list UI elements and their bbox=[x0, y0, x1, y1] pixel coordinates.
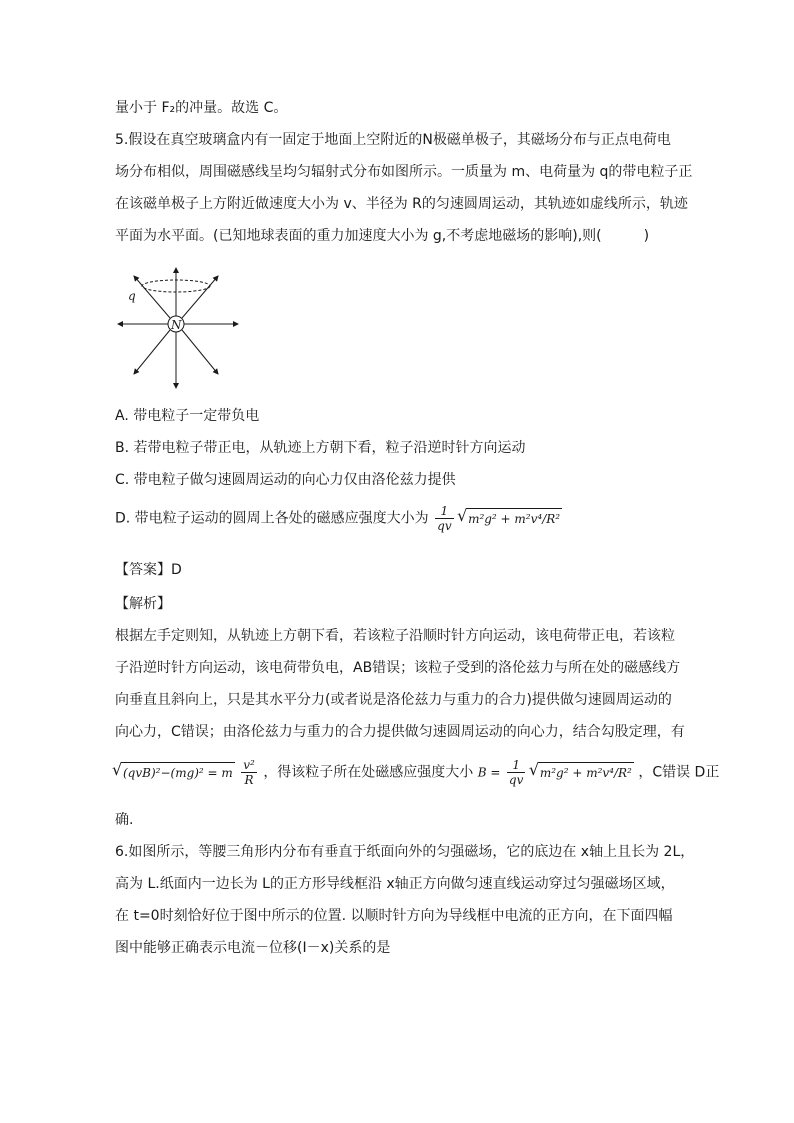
analysis-line-5-mid: ，得该粒子所在处磁感应强度大小 bbox=[263, 764, 474, 781]
line-prev-answer: 量小于 F₂的冲量。故选 C。 bbox=[115, 100, 288, 116]
analysis-line-1: 根据左手定则知，从轨迹上方朝下看，若该粒子沿顺时针方向运动，该电荷带正电，若该粒 bbox=[115, 628, 675, 644]
option-c: C. 带电粒子做匀速圆周运动的向心力仅由洛伦兹力提供 bbox=[115, 472, 456, 488]
analysis-label: 【解析】 bbox=[115, 596, 171, 612]
b-radical: √ m²g² + m²v⁴/R² bbox=[538, 762, 634, 783]
lhs-fraction-num: v² bbox=[243, 758, 255, 772]
question-6-line-4: 图中能够正确表示电流－位移(I－x)关系的是 bbox=[115, 940, 391, 956]
pole-label: N bbox=[171, 318, 182, 332]
option-d bbox=[115, 504, 562, 533]
monopole-diagram bbox=[112, 262, 242, 392]
b-equals: B = bbox=[477, 765, 501, 780]
option-a: A. 带电粒子一定带负电 bbox=[115, 408, 260, 424]
question-6-line-1: 6.如图所示，等腰三角形内分布有垂直于纸面向外的匀强磁场，它的底边在 x轴上且长为 2L， bbox=[115, 844, 695, 860]
monopole-figure bbox=[112, 262, 242, 392]
option-d-text: D. 带电粒子运动的圆周上各处的磁感应强度大小为 bbox=[115, 510, 429, 527]
field-line-upper-left bbox=[134, 276, 170, 318]
question-5-line-1: 5.假设在真空玻璃盒内有一固定于地面上空附近的N极磁单极子，其磁场分布与正点电荷电 bbox=[115, 132, 671, 148]
question-5-line-3: 在该磁单极子上方附近做速度大小为 v、半径为 R的匀速圆周运动，其轨迹如虚线所示，轨迹 bbox=[115, 196, 688, 212]
field-line-lower-right bbox=[182, 330, 218, 374]
option-d-radical: √ m²g² + m²v⁴/R² bbox=[466, 508, 562, 529]
question-5-line-4: 平面为水平面。(已知地球表面的重力加速度大小为 g,不考虑地磁场的影响),则( ) bbox=[115, 228, 650, 244]
lhs-fraction-den: R bbox=[244, 773, 254, 787]
question-6-line-2: 高为 L.纸面内一边长为 L的正方形导线框沿 x轴正方向做匀速直线运动穿过匀强磁场区域， bbox=[115, 876, 675, 892]
fraction-numerator: 1 bbox=[435, 504, 453, 519]
field-line-lower-left bbox=[134, 330, 170, 374]
b-fraction bbox=[507, 758, 525, 787]
analysis-line-6: 确. bbox=[115, 812, 134, 828]
b-fraction-den: qv bbox=[508, 773, 524, 787]
analysis-line-5-end: ，C错误 D正 bbox=[638, 764, 720, 781]
analysis-line-2: 子沿逆时针方向运动，该电荷带负电，AB错误；该粒子受到的洛伦兹力与所在处的磁感线方 bbox=[115, 660, 681, 676]
field-line-upper-right bbox=[182, 276, 218, 318]
charge-label: q bbox=[128, 289, 136, 303]
answer-label: 【答案】D bbox=[115, 562, 182, 578]
b-fraction-num: 1 bbox=[507, 758, 525, 773]
option-b: B. 若带电粒子带正电，从轨迹上方朝下看，粒子沿逆时针方向运动 bbox=[115, 440, 526, 456]
question-6-line-3: 在 t=0时刻恰好位于图中所示的位置. 以顺时针方向为导线框中电流的正方向，在下面四幅 bbox=[115, 908, 673, 924]
option-d-fraction bbox=[435, 504, 453, 533]
fraction-denominator: qv bbox=[437, 519, 452, 533]
question-5-line-2: 场分布相似，周围磁感线呈均匀辐射式分布如图所示。一质量为 m、电荷量为 q的带电粒子正 bbox=[115, 164, 693, 180]
analysis-line-5 bbox=[115, 758, 719, 787]
analysis-line-4: 向心力，C错误；由洛伦兹力与重力的合力提供做匀速圆周运动的向心力，结合勾股定理，有 bbox=[115, 724, 685, 740]
analysis-line-3: 向垂直且斜向上，只是其水平分力(或者说是洛伦兹力与重力的合力)提供做匀速圆周运动的 bbox=[115, 692, 672, 708]
lhs-fraction bbox=[241, 758, 257, 787]
lhs-radical: √ (qvB)²−(mg)² = m bbox=[121, 762, 235, 783]
